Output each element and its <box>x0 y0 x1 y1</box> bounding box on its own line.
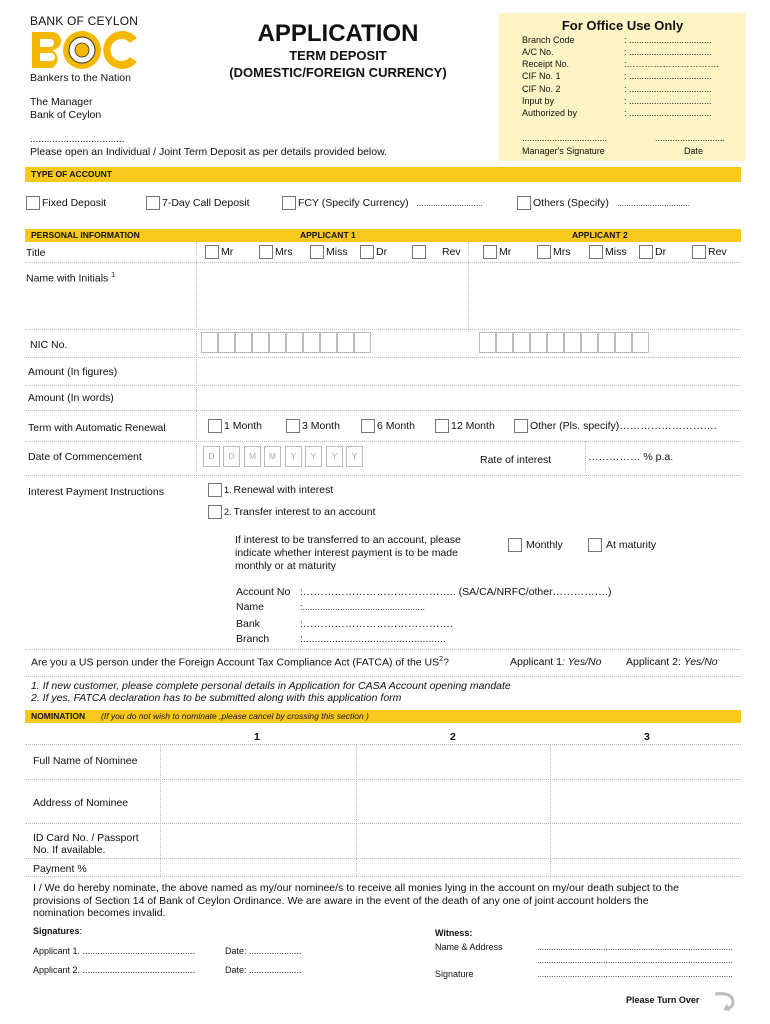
nic-box[interactable] <box>201 332 218 353</box>
date-box[interactable]: M <box>244 446 261 467</box>
others-dots[interactable]: ............................... <box>616 198 691 208</box>
fixed-deposit-option[interactable] <box>26 196 106 210</box>
declaration-line1: I / We do hereby nominate, the above named as my/our nominee/s to receive all monies lying in the account on my/our death subject to the <box>33 882 679 894</box>
grid-row-line-4 <box>25 385 741 386</box>
nic-box[interactable] <box>303 332 320 353</box>
commencement-date-boxes[interactable] <box>203 446 367 467</box>
app2-title-mrs[interactable] <box>537 245 571 259</box>
renewal-with-interest-option[interactable] <box>208 483 333 497</box>
app1-title-miss[interactable] <box>310 245 348 259</box>
nom-vline-0 <box>160 744 161 876</box>
renewal-6-month-checkbox[interactable] <box>361 419 375 433</box>
renewal-12-month-label: 12 Month <box>451 420 495 432</box>
account-no-value[interactable]: :…………………………………….. (SA/CA/NRFC/other…………….) <box>300 586 612 598</box>
grid-divider-mid <box>468 242 469 332</box>
witness-name-dots-2[interactable]: ................................................................................... <box>537 955 734 965</box>
renewal-with-interest-checkbox[interactable] <box>208 483 222 497</box>
fatca-applicant1[interactable] <box>510 656 601 668</box>
date-box[interactable]: Y <box>285 446 302 467</box>
account-type-heading: TYPE OF ACCOUNT <box>31 169 112 179</box>
nic-box[interactable] <box>581 332 598 353</box>
transfer-bank-label: Bank <box>236 618 260 630</box>
app2-nic-boxes[interactable] <box>479 332 653 353</box>
nic-box[interactable] <box>513 332 530 353</box>
app1-title-dr[interactable] <box>360 245 387 259</box>
nom-line-4 <box>25 876 741 877</box>
app1-miss-label: Miss <box>326 246 348 258</box>
nic-box[interactable] <box>354 332 371 353</box>
nic-box[interactable] <box>269 332 286 353</box>
app2-dr-checkbox[interactable] <box>639 245 653 259</box>
transfer-branch-value[interactable]: :................................................. <box>300 633 446 645</box>
maturity-option[interactable] <box>588 538 656 552</box>
nominee-id-label-2: No. If available. <box>33 844 106 856</box>
fatca-app2-value[interactable]: Yes/No <box>683 656 718 668</box>
renewal-12-month[interactable] <box>435 419 495 433</box>
title-label: Title <box>26 247 46 259</box>
nic-box[interactable] <box>479 332 496 353</box>
addressee-line1: The Manager <box>30 96 93 108</box>
app2-mrs-label: Mrs <box>553 246 571 258</box>
date-box[interactable]: Y <box>346 446 363 467</box>
renewal-other-label: Other (Pls. specify)………………………. <box>530 420 717 432</box>
turn-over-arrow-icon <box>713 990 739 1015</box>
nic-box[interactable] <box>496 332 513 353</box>
fcy-dots[interactable]: ............................ <box>416 198 483 208</box>
office-label-3: CIF No. 1 <box>522 71 561 81</box>
nic-box[interactable] <box>564 332 581 353</box>
declaration-line2: provisions of Section 14 of Bank of Ceylon Ordinance. We are aware in the event of the death of any one of joint account holders the <box>33 895 649 907</box>
fcy-option[interactable] <box>282 196 483 210</box>
applicant1-signature[interactable]: Applicant 1. ............................................. <box>33 946 196 956</box>
office-value-1[interactable]: : ................................. <box>624 47 712 57</box>
renewal-3-month[interactable] <box>286 419 340 433</box>
nic-box[interactable] <box>320 332 337 353</box>
fatca-app2-label: Applicant 2: <box>626 656 681 668</box>
commencement-label: Date of Commencement <box>28 451 142 463</box>
transfer-instruction-line2: indicate whether interest payment is to be made <box>235 547 458 559</box>
name-initials-sup: 1 <box>111 272 116 279</box>
fcy-checkbox[interactable] <box>282 196 296 210</box>
app1-dr-label: Dr <box>376 246 388 258</box>
applicant2-heading: APPLICANT 2 <box>572 230 628 240</box>
renewal-3-month-label: 3 Month <box>302 420 340 432</box>
nomination-note: (If you do not wish to nominate ,please cancel by crossing this section ) <box>101 711 369 721</box>
app2-mr-checkbox[interactable] <box>483 245 497 259</box>
office-value-5[interactable]: : ................................. <box>624 96 712 106</box>
nominee-payment-label: Payment % <box>33 863 87 875</box>
intro-text: Please open an Individual / Joint Term Deposit as per details provided below. <box>30 146 388 158</box>
app1-miss-checkbox[interactable] <box>310 245 324 259</box>
witness-signature-label: Signature <box>435 969 474 979</box>
bank-logo <box>30 14 150 86</box>
office-label-2: Receipt No. <box>522 59 570 69</box>
office-value-6[interactable]: : ................................. <box>624 108 712 118</box>
nominee-col-3: 3 <box>644 731 650 743</box>
app2-title-rev[interactable] <box>692 245 727 259</box>
applicant1-heading: APPLICANT 1 <box>300 230 356 240</box>
app1-title-mr[interactable] <box>205 245 233 259</box>
name-initials-text: Name with Initials <box>26 272 109 285</box>
rate-label: Rate of interest <box>480 454 552 466</box>
app1-name-field[interactable] <box>198 264 466 328</box>
monthly-option[interactable] <box>508 538 563 552</box>
amount-figures-label: Amount (In figures) <box>28 366 118 378</box>
grid-row-line-5 <box>25 410 741 411</box>
call-deposit-option[interactable] <box>146 196 250 210</box>
transfer-name-label: Name <box>236 601 265 613</box>
nominee-address-label: Address of Nominee <box>33 797 129 809</box>
maturity-checkbox[interactable] <box>588 538 602 552</box>
page-title: APPLICATION <box>257 20 419 47</box>
nic-box[interactable] <box>598 332 615 353</box>
fatca-top-line <box>25 649 741 650</box>
nomination-bar <box>25 710 741 723</box>
renewal-1-month[interactable] <box>208 419 262 433</box>
fatca-question <box>31 656 449 669</box>
fatca-question-sup: 2 <box>439 656 444 663</box>
app1-rev-label: Rev <box>442 246 461 258</box>
nic-box[interactable] <box>286 332 303 353</box>
boc-logo-mark <box>30 30 150 70</box>
declaration-line3: nomination becomes invalid. <box>33 907 166 919</box>
app1-title-mrs[interactable] <box>259 245 293 259</box>
account-type-bar <box>25 167 741 182</box>
addressee-line2: Bank of Ceylon <box>30 109 102 121</box>
renewal-6-month[interactable] <box>361 419 415 433</box>
fixed-deposit-label: Fixed Deposit <box>42 197 107 209</box>
bank-name: BANK OF CEYLON <box>30 14 139 28</box>
nom-line-3 <box>25 858 741 859</box>
nom-vline-2 <box>550 744 551 876</box>
interest-opt2-label: Transfer interest to an account <box>233 506 376 518</box>
manager-signature-label: Manager's Signature <box>522 146 605 156</box>
date-box[interactable]: M <box>264 446 281 467</box>
nom-line-2 <box>25 823 741 824</box>
applicant1-date[interactable]: Date: ..................... <box>225 946 302 956</box>
interest-opt1-label: Renewal with interest <box>233 484 334 496</box>
office-label-6: Authorized by <box>522 108 578 118</box>
nomination-heading: NOMINATION <box>31 711 86 721</box>
personal-info-bar <box>25 229 741 242</box>
office-label-1: A/C No. <box>522 47 554 57</box>
rate-value[interactable]: …………… % p.a. <box>588 451 674 463</box>
nic-box[interactable] <box>218 332 235 353</box>
grid-row-line-7 <box>25 475 741 476</box>
nic-box[interactable] <box>615 332 632 353</box>
nic-box[interactable] <box>235 332 252 353</box>
maturity-label: At maturity <box>606 539 657 551</box>
nominee-id-label-1: ID Card No. / Passport <box>33 832 139 844</box>
interest-opt2-num: 2. <box>224 507 232 517</box>
date-box[interactable]: D <box>203 446 220 467</box>
grid-row-line-2 <box>25 329 741 330</box>
nom-line-1 <box>25 779 741 780</box>
app2-rev-checkbox[interactable] <box>692 245 706 259</box>
transfer-instruction-line3: monthly or at maturity <box>235 560 336 572</box>
app1-nic-boxes[interactable] <box>201 332 375 353</box>
renewal-3-month-checkbox[interactable] <box>286 419 300 433</box>
name-initials-label <box>26 272 115 285</box>
nic-box[interactable] <box>252 332 269 353</box>
monthly-checkbox[interactable] <box>508 538 522 552</box>
rate-divider <box>585 441 586 475</box>
fatca-app1-label: Applicant 1 <box>510 656 562 668</box>
applicant2-signature[interactable]: Applicant 2. ............................................. <box>33 965 196 975</box>
fatca-question-end: ? <box>443 656 449 669</box>
subtitle-currency: (DOMESTIC/FOREIGN CURRENCY) <box>229 65 447 80</box>
renewal-1-month-label: 1 Month <box>224 420 262 432</box>
manager-signature-dots[interactable]: .................................. <box>522 133 608 143</box>
grid-row-line-3 <box>25 357 741 358</box>
renewal-other[interactable] <box>514 419 717 433</box>
witness-name-address-label: Name & Address <box>435 942 503 952</box>
grid-row-line-6 <box>25 441 741 442</box>
signatures-colon: : <box>79 926 83 936</box>
nic-label: NIC No. <box>30 339 68 351</box>
app2-dr-label: Dr <box>655 246 667 258</box>
office-label-5: Input by <box>522 96 555 106</box>
office-value-3[interactable]: : ................................. <box>624 71 712 81</box>
amount-words-field[interactable] <box>198 387 740 409</box>
fatca-question-text: Are you a US person under the Foreign Account Tax Compliance Act (FATCA) of the US <box>31 656 440 669</box>
office-label-4: CIF No. 2 <box>522 84 561 94</box>
bank-tagline: Bankers to the Nation <box>30 72 131 84</box>
app2-miss-label: Miss <box>605 246 627 258</box>
transfer-interest-option[interactable] <box>208 505 376 519</box>
fatca-bottom-line <box>25 676 741 677</box>
office-value-2[interactable]: :…………………………. <box>624 59 720 69</box>
nominee-col-1: 1 <box>254 731 260 743</box>
monthly-label: Monthly <box>526 539 563 551</box>
applicant2-date[interactable]: Date: ..................... <box>225 965 302 975</box>
office-label-0: Branch Code <box>522 35 575 45</box>
nic-box[interactable] <box>337 332 354 353</box>
signatures-heading <box>33 926 82 936</box>
app2-miss-checkbox[interactable] <box>589 245 603 259</box>
nic-box[interactable] <box>632 332 649 353</box>
personal-info-heading: PERSONAL INFORMATION <box>31 230 140 240</box>
app1-mrs-label: Mrs <box>275 246 293 258</box>
transfer-interest-checkbox[interactable] <box>208 505 222 519</box>
amount-figures-field[interactable] <box>198 359 740 384</box>
nom-line-0 <box>25 744 741 745</box>
witness-name-dots-1[interactable]: ................................................................................... <box>537 942 734 952</box>
signatures-label: Signatures <box>33 926 80 936</box>
nic-box[interactable] <box>530 332 547 353</box>
nominee-col-2: 2 <box>450 731 456 743</box>
date-box[interactable]: Y <box>305 446 322 467</box>
date-box[interactable]: Y <box>326 446 343 467</box>
account-no-label: Account No <box>236 586 291 598</box>
call-deposit-checkbox[interactable] <box>146 196 160 210</box>
fatca-app1-value[interactable]: : Yes/No <box>561 656 602 668</box>
others-checkbox[interactable] <box>517 196 531 210</box>
app1-rev-checkbox[interactable] <box>412 245 426 259</box>
renewal-other-checkbox[interactable] <box>514 419 528 433</box>
fatca-note-1: 1. If new customer, please complete personal details in Application for CASA Account opening mandate <box>31 680 511 692</box>
call-deposit-label: 7-Day Call Deposit <box>162 197 250 209</box>
app1-mrs-checkbox[interactable] <box>259 245 273 259</box>
transfer-branch-label: Branch <box>236 633 270 645</box>
office-value-0[interactable]: : ................................. <box>624 35 712 45</box>
renewal-6-month-label: 6 Month <box>377 420 415 432</box>
nominee-full-name-label: Full Name of Nominee <box>33 755 138 767</box>
office-value-4[interactable]: : ................................. <box>624 84 712 94</box>
office-use-title: For Office Use Only <box>561 18 684 33</box>
app2-mrs-checkbox[interactable] <box>537 245 551 259</box>
app1-mr-checkbox[interactable] <box>205 245 219 259</box>
nom-vline-1 <box>356 744 357 876</box>
fcy-label: FCY (Specify Currency) <box>298 197 409 209</box>
app2-title-miss[interactable] <box>589 245 627 259</box>
app2-mr-label: Mr <box>499 246 512 258</box>
app1-title-rev[interactable] <box>412 245 461 259</box>
interest-opt1-num: 1. <box>224 485 232 495</box>
fixed-deposit-checkbox[interactable] <box>26 196 40 210</box>
app2-rev-label: Rev <box>708 246 727 258</box>
witness-signature-dots[interactable]: ................................................................................... <box>537 969 734 979</box>
transfer-bank-value[interactable]: :……………………………………. <box>300 618 453 630</box>
app1-mr-label: Mr <box>221 246 234 258</box>
interest-instructions-label: Interest Payment Instructions <box>28 486 164 498</box>
renewal-label: Term with Automatic Renewal <box>28 422 166 434</box>
date-dots: .................................. <box>30 134 125 145</box>
app2-title-mr[interactable] <box>483 245 511 259</box>
witness-heading: Witness: <box>435 928 473 938</box>
amount-words-label: Amount (In words) <box>28 392 114 404</box>
app1-dr-checkbox[interactable] <box>360 245 374 259</box>
renewal-1-month-checkbox[interactable] <box>208 419 222 433</box>
office-date-dots[interactable]: ............................ <box>655 133 726 143</box>
others-label: Others (Specify) <box>533 197 609 209</box>
grid-row-line-1 <box>25 262 741 263</box>
fatca-applicant2[interactable] <box>626 656 718 668</box>
app2-title-dr[interactable] <box>639 245 666 259</box>
app2-name-field[interactable] <box>470 264 740 328</box>
fatca-note-2: 2. If yes, FATCA declaration has to be submitted along with this application form <box>31 692 402 704</box>
renewal-12-month-checkbox[interactable] <box>435 419 449 433</box>
transfer-instruction-line1: If interest to be transferred to an account, please <box>235 534 461 546</box>
turn-over-text: Please Turn Over <box>626 995 700 1005</box>
office-date-label: Date <box>684 146 704 156</box>
subtitle-term-deposit: TERM DEPOSIT <box>289 48 387 63</box>
nic-box[interactable] <box>547 332 564 353</box>
transfer-name-value[interactable]: :................................................. <box>300 602 426 612</box>
date-box[interactable]: D <box>223 446 240 467</box>
others-option[interactable] <box>517 196 690 210</box>
